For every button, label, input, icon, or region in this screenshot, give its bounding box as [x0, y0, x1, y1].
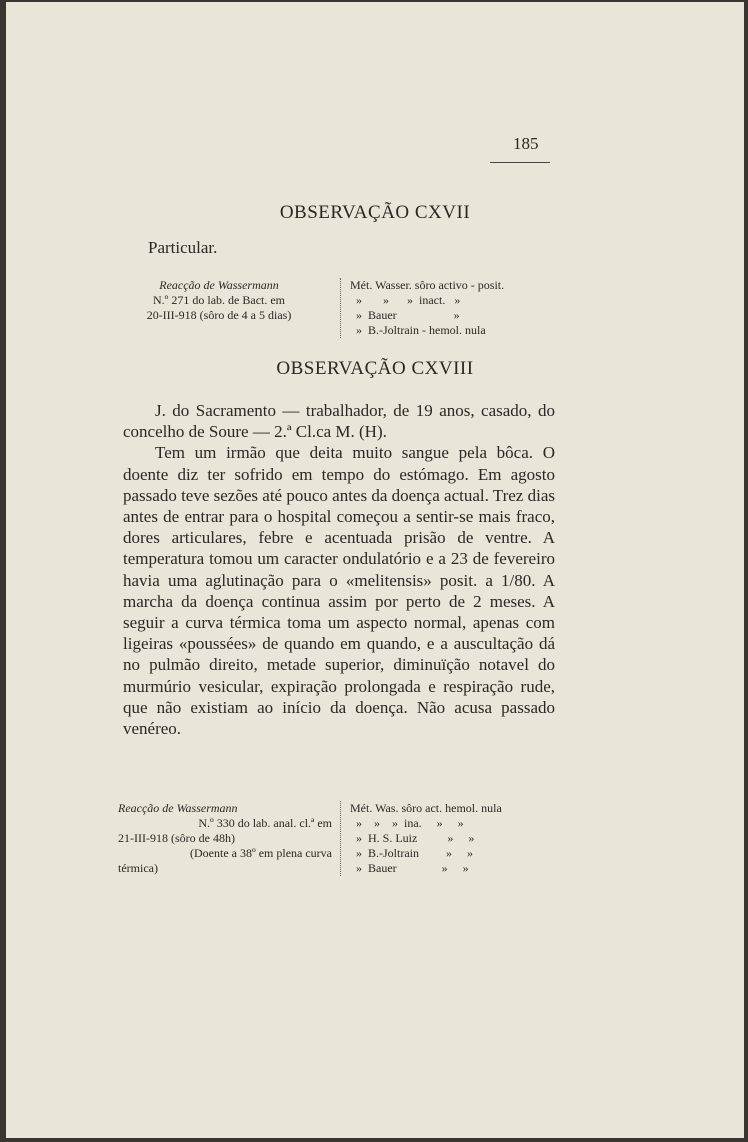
result-line: » Bauer » [350, 308, 460, 322]
observation-heading-cxvii: OBSERVAÇÃO CXVII [279, 202, 471, 223]
observation-body [123, 400, 555, 739]
result-line: » » » ina. » » [350, 816, 464, 830]
result-line: » » » inact. » [350, 293, 461, 307]
observation-subtitle: Particular. [148, 238, 218, 257]
wassermann-line: N.º 271 do lab. de Bact. em [152, 293, 286, 307]
wassermann-info-cxviii [118, 801, 332, 876]
body-paragraph: Tem um irmão que deita muito sangue pela bôca. O doente diz ter sofrido em tempo do estómago. Em agosto passado teve sezões até pouco antes da doença actual. Trez dias antes de entrar para o hospital começou a sentir-se mais fraco, dores articulares, febre e acentuada prisão de ventre. A temperatura tomou um caracter ondulatório e a 23 de fevereiro havia uma aglutinação para o «melitensis» posit. a 1/80. A marcha da doença continua assim por perto de 2 meses. A seguir a curva térmica toma um aspecto normal, apenas com ligeiras «poussées» de quando em quando, e a auscultação dá no pulmão direito, metade superior, diminuïção notavel do murmúrio vesicular, expiração prolongada e respiração rude, que não existiam ao início da doença. Não acusa passado venéreo. [123, 443, 555, 739]
result-line: » H. S. Luiz » » [350, 831, 475, 845]
wassermann-title: Reacção de Wassermann [159, 278, 279, 292]
result-line: » B.-Joltrain - hemol. nula [350, 323, 486, 337]
page-number: 185 [513, 134, 539, 153]
wassermann-line: térmica) [118, 861, 158, 875]
wassermann-line: N.º 330 do lab. anal. cl.ª em [198, 816, 332, 830]
wassermann-title: Reacção de Wassermann [118, 801, 238, 815]
wassermann-results-cxviii [340, 801, 502, 876]
result-line: » Bauer » » [350, 861, 469, 875]
result-line: » B.-Joltrain » » [350, 846, 473, 860]
page-number-rule [490, 162, 550, 163]
body-paragraph: J. do Sacramento — trabalhador, de 19 anos, casado, do concelho de Soure — 2.ª Cl.ca M. (H). [123, 401, 555, 442]
wassermann-line: 20-III-918 (sôro de 4 a 5 dias) [146, 308, 292, 322]
wassermann-line: (Doente a 38º em plena curva [190, 846, 332, 860]
wassermann-results-cxvii [340, 278, 504, 338]
observation-heading-cxviii: OBSERVAÇÃO CXVIII [276, 358, 474, 379]
document-page [6, 2, 744, 1138]
result-line: Mét. Was. sôro act. hemol. nula [350, 801, 502, 815]
result-line: Mét. Wasser. sôro activo - posit. [350, 278, 505, 292]
wassermann-info-cxvii [114, 278, 324, 323]
wassermann-line: 21-III-918 (sôro de 48h) [118, 831, 235, 845]
